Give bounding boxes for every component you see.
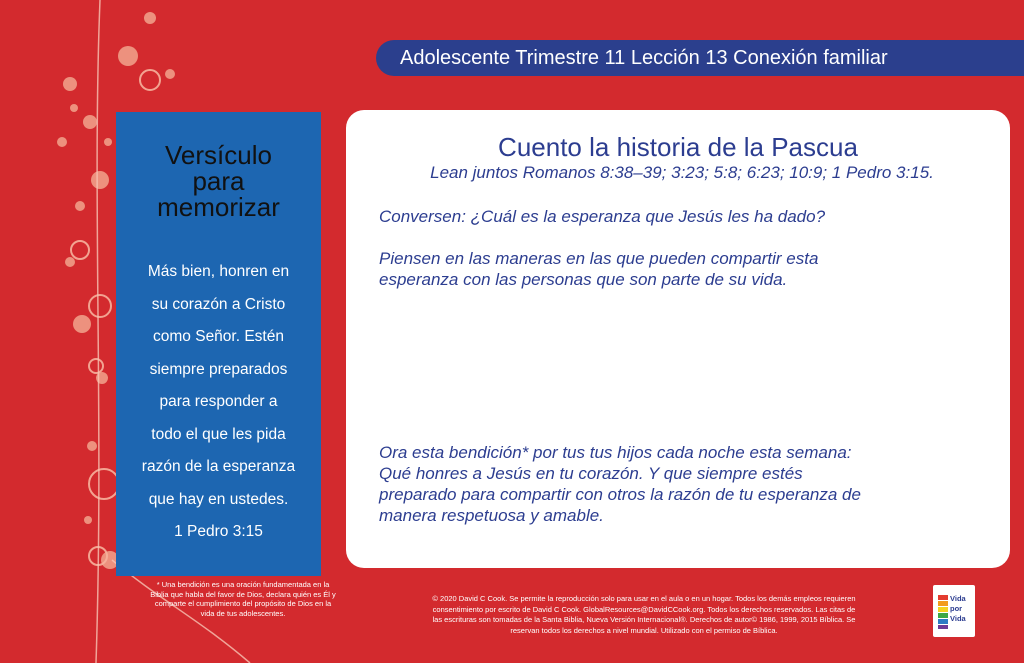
think-prompt-line: esperanza con las personas que son parte de su vida. bbox=[379, 270, 788, 289]
think-prompt bbox=[379, 248, 979, 290]
reading-instruction: Lean juntos Romanos 8:38–39; 3:23; 5:8; 6:23; 10:9; 1 Pedro 3:15. bbox=[430, 163, 934, 182]
memory-verse-line: para responder a bbox=[159, 393, 278, 410]
logo-word: Vida bbox=[950, 614, 966, 623]
blessing-footnote bbox=[128, 580, 358, 618]
footnote-line: comparte el cumplimiento del propósito de Dios en la bbox=[154, 599, 332, 608]
logo-stripes-icon bbox=[936, 595, 950, 629]
logo-text bbox=[950, 594, 974, 624]
blessing-line: manera respetuosa y amable. bbox=[379, 506, 604, 525]
vida-por-vida-logo bbox=[933, 585, 975, 637]
memory-verse-line: siempre preparados bbox=[149, 360, 288, 378]
memory-verse-line: como Señor. Estén bbox=[153, 328, 284, 345]
lesson-banner: Adolescente Trimestre 11 Lección 13 Conexión familiar bbox=[376, 40, 1024, 76]
copyright-line: las escrituras son tomadas de la Santa Biblia, Nueva Versión Internacional®. Derechos de autor© 1986, 1999, 2015 Bíblica. Se bbox=[432, 615, 856, 624]
footnote-line: Biblia que habla del favor de Dios, declara quién es Él y bbox=[150, 589, 336, 599]
memory-verse-line: Más bien, honren en bbox=[147, 263, 290, 280]
blessing-line: preparado para compartir con otros la razón de tu esperanza de bbox=[379, 485, 861, 504]
copyright-notice bbox=[378, 594, 910, 636]
memory-verse-line: que hay en ustedes. bbox=[148, 490, 289, 508]
logo-word: por bbox=[950, 604, 963, 613]
copyright-line: consentimiento por escrito de David C Cook. GlobalResources@DavidCCook.org. Todos los derechos reservados. Las citas de bbox=[432, 604, 856, 614]
memory-verse-panel bbox=[116, 112, 321, 576]
memory-verse-title bbox=[116, 142, 321, 220]
activity-card bbox=[346, 110, 1010, 568]
footnote-line: * Una bendición es una oración fundamentada en la bbox=[156, 580, 330, 589]
logo-word: Vida bbox=[950, 594, 966, 603]
memory-verse-line: todo el que les pida bbox=[151, 425, 286, 443]
memory-verse-title-line: Versículo bbox=[165, 140, 272, 170]
think-prompt-line: Piensen en las maneras en las que pueden compartir esta bbox=[379, 249, 819, 268]
memory-verse-text bbox=[129, 256, 309, 548]
blessing-line: Ora esta bendición* por tus tus hijos cada noche esta semana: bbox=[379, 443, 852, 462]
blessing-line: Qué honres a Jesús en tu corazón. Y que siempre estés bbox=[379, 464, 803, 483]
memory-verse-line: su corazón a Cristo bbox=[151, 295, 286, 313]
memory-verse-line: razón de la esperanza bbox=[141, 458, 296, 475]
memory-verse-reference: 1 Pedro 3:15 bbox=[174, 523, 263, 540]
memory-verse-title-line: memorizar bbox=[157, 192, 280, 222]
copyright-line: © 2020 David C Cook. Se permite la reproducción solo para usar en el aula o en un hogar. Todos los demás empleos requieren bbox=[432, 594, 856, 603]
blessing-text bbox=[379, 442, 979, 526]
discuss-prompt: Conversen: ¿Cuál es la esperanza que Jesús les ha dado? bbox=[379, 207, 826, 226]
memory-verse-title-line: para bbox=[192, 166, 245, 196]
copyright-line: reservan todos los derechos a nivel mundial. Utilizado con el permiso de Bíblica. bbox=[510, 625, 778, 635]
footnote-line: vida de tus adolescentes. bbox=[200, 608, 286, 618]
card-title: Cuento la historia de la Pascua bbox=[498, 132, 858, 162]
